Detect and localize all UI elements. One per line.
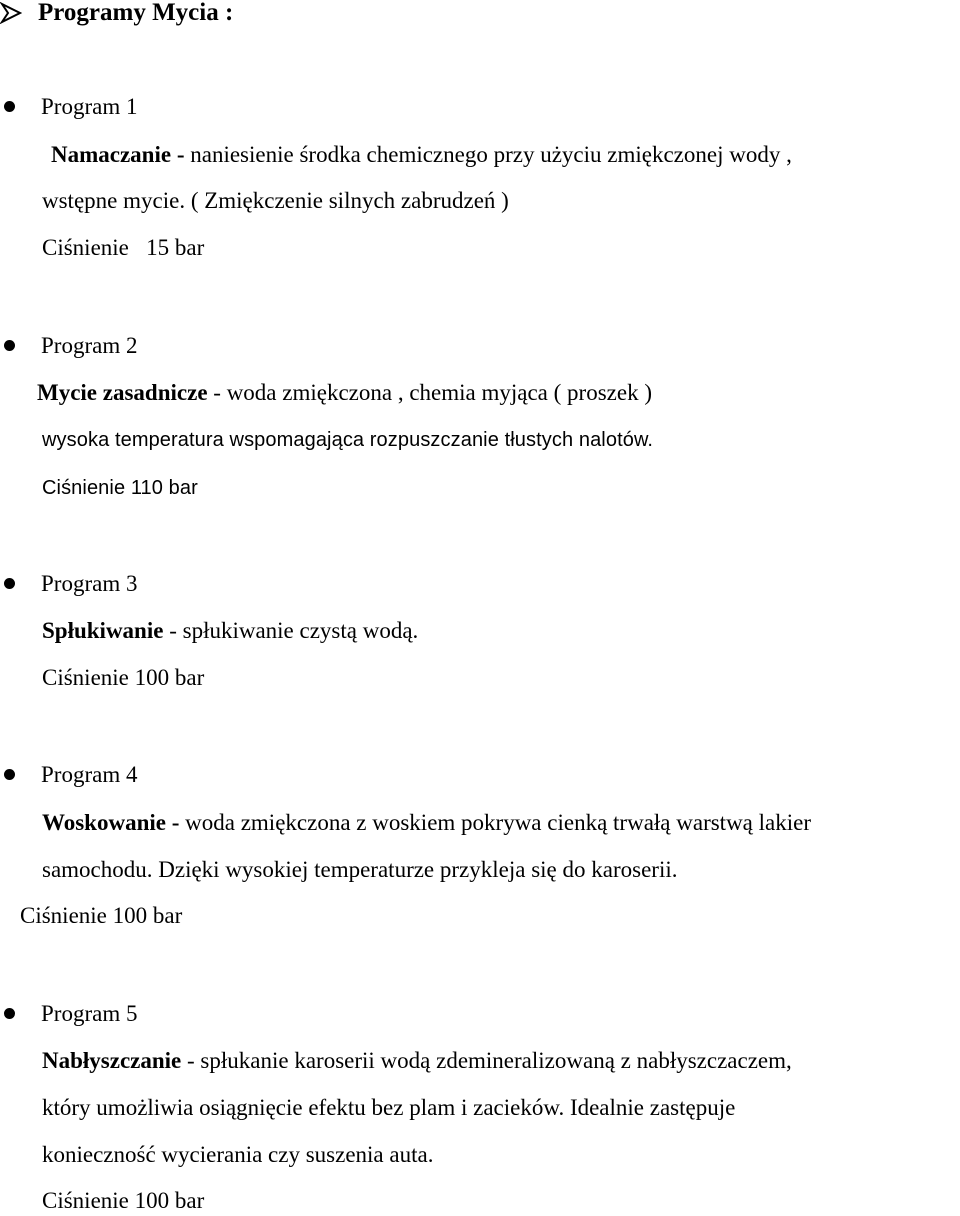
program-4-label: Program 4 (41, 762, 138, 787)
program-5-desc-line3: konieczność wycierania czy suszenia auta. (42, 1142, 434, 1167)
program-1-pressure: Ciśnienie 15 bar (42, 235, 205, 260)
program-5-label: Program 5 (41, 1001, 138, 1026)
arrow-bullet-icon (0, 2, 22, 24)
bullet-icon (4, 769, 15, 780)
program-2-desc-line2: wysoka temperatura wspomagająca rozpuszczanie tłustych nalotów. (42, 429, 654, 451)
program-2-desc-line1: Mycie zasadnicze - woda zmiękczona , chemia myjąca ( proszek ) (37, 380, 652, 405)
heading-title: Programy Mycia : (38, 0, 234, 26)
program-2-label: Program 2 (41, 333, 138, 358)
program-1-desc-line2: wstępne mycie. ( Zmiękczenie silnych zabrudzeń ) (42, 188, 509, 213)
program-4-term: Woskowanie - (42, 810, 180, 835)
program-1-desc-line1: Namaczanie - naniesienie środka chemicznego przy użyciu zmiękczonej wody , (51, 142, 792, 167)
bullet-icon (4, 578, 15, 589)
program-3-term: Spłukiwanie (42, 618, 164, 643)
bullet-icon (4, 101, 15, 112)
program-2-pressure: Ciśnienie 110 bar (42, 477, 198, 499)
section-heading (0, 0, 233, 28)
program-3-label: Program 3 (41, 571, 138, 596)
bullet-icon (4, 340, 15, 351)
program-5-desc-line2: który umożliwia osiągnięcie efektu bez plam i zacieków. Idealnie zastępuje (42, 1095, 736, 1120)
program-2-term: Mycie zasadnicze (37, 380, 208, 405)
program-5-desc-line1: Nabłyszczanie - spłukanie karoserii wodą zdemineralizowaną z nabłyszczaczem, (42, 1048, 792, 1073)
program-1-term: Namaczanie - (51, 142, 185, 167)
program-4-pressure: Ciśnienie 100 bar (20, 903, 183, 928)
program-4-desc-line2: samochodu. Dzięki wysokiej temperaturze przykleja się do karoserii. (42, 857, 678, 882)
program-3-pressure: Ciśnienie 100 bar (42, 665, 205, 690)
program-1-label: Program 1 (41, 94, 138, 119)
program-4-desc-line1: Woskowanie - woda zmiękczona z woskiem pokrywa cienką trwałą warstwą lakier (42, 810, 811, 835)
program-3-desc-line1: Spłukiwanie - spłukiwanie czystą wodą. (42, 618, 419, 643)
program-5-term: Nabłyszczanie (42, 1048, 182, 1073)
bullet-icon (4, 1008, 15, 1019)
program-5-pressure: Ciśnienie 100 bar (42, 1188, 205, 1213)
